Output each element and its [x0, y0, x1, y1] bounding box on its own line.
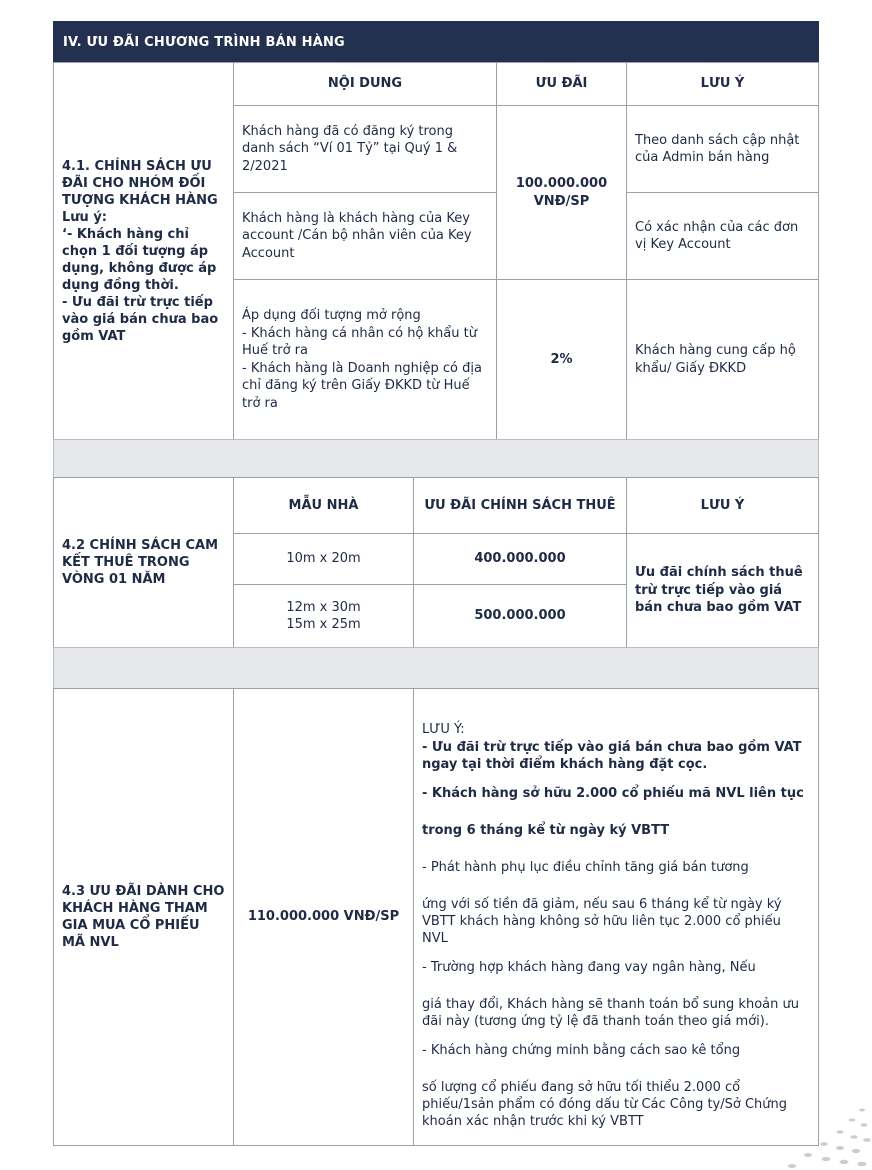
- s2-label-cell: [53, 477, 234, 648]
- s1-row3-note: [626, 279, 819, 440]
- separator-row: [53, 439, 819, 478]
- s1-row3-content-text: Áp dụng đối tượng mở rộng - Khách hàng cá nhân có hộ khẩu từ Huế trở ra - Khách hàng là Doanh nghiệp có địa chỉ đăng ký trên Giấy ĐKKD từ Huế trở ra: [242, 308, 482, 411]
- s1-label-cell: [53, 62, 234, 440]
- s2-row2-model: [233, 584, 414, 648]
- s2-header-offer-text: ƯU ĐÃI CHÍNH SÁCH THUÊ: [424, 497, 616, 513]
- s3-note-6: - Trường hợp khách hàng đang vay ngân hàng, Nếu: [422, 960, 756, 975]
- s3-label: 4.3 ƯU ĐÃI DÀNH CHO KHÁCH HÀNG THAM GIA MUA CỔ PHIẾU MÃ NVL: [62, 884, 225, 950]
- s3-notes: [422, 721, 810, 1130]
- s3-note-4: - Phát hành phụ lục điều chỉnh tăng giá bán tương: [422, 860, 749, 875]
- s2-row2-offer: [413, 584, 627, 648]
- s1-merged-offer: [496, 105, 627, 280]
- s1-header-content-text: NỘI DUNG: [327, 76, 403, 92]
- s2-row1-offer: [413, 533, 627, 585]
- s3-label-cell: [53, 688, 234, 1146]
- s1-row2-content-text: Khách hàng là khách hàng của Key account /Cán bộ nhân viên của Key Account: [242, 210, 472, 261]
- s2-header-model: [233, 477, 414, 534]
- s2-row1-model: [233, 533, 414, 585]
- s1-header-note-text: LƯU Ý: [700, 76, 745, 92]
- s2-header-model-text: MẪU NHÀ: [288, 497, 359, 513]
- s1-row3-offer: [496, 279, 627, 440]
- s1-row2-content: [233, 192, 497, 280]
- s3-notes-title: LƯU Ý:: [422, 722, 465, 737]
- s1-row2-note: [626, 192, 819, 280]
- s3-note-2: - Khách hàng sở hữu 2.000 cổ phiếu mã NVL liên tục: [422, 786, 804, 801]
- s2-row1-model-text: 10m x 20m: [286, 551, 361, 567]
- s3-offer: [233, 688, 414, 1146]
- s1-header-note: [626, 62, 819, 106]
- s3-note-8: - Khách hàng chứng minh bằng cách sao kê tổng: [422, 1043, 741, 1058]
- s1-row2-note-text: Có xác nhận của các đơn vị Key Account: [635, 219, 799, 252]
- s1-merged-offer-text: 100.000.000 VNĐ/SP: [515, 176, 608, 209]
- s1-header-offer: [496, 62, 627, 106]
- s1-row3-note-text: Khách hàng cung cấp hộ khẩu/ Giấy ĐKKD: [635, 343, 796, 376]
- s2-row2-offer-text: 500.000.000: [474, 608, 566, 624]
- s3-note-3: trong 6 tháng kể từ ngày ký VBTT: [422, 823, 670, 838]
- separator-row: [53, 647, 819, 689]
- s2-label: 4.2 CHÍNH SÁCH CAM KẾT THUÊ TRONG VÒNG 01 NĂM: [62, 538, 219, 587]
- section-title: IV. ƯU ĐÃI CHƯƠNG TRÌNH BÁN HÀNG: [63, 34, 345, 50]
- s3-notes-cell: [413, 688, 819, 1146]
- s1-label: 4.1. CHÍNH SÁCH ƯU ĐÃI CHO NHÓM ĐỐI TƯỢNG KHÁCH HÀNG Lưu ý: ‘- Khách hàng chỉ chọn 1 đối tượng áp dụng, không được áp dụng đồng thời. - Ưu đãi trừ trực tiếp vào giá bán chưa bao gồm VAT: [62, 158, 219, 344]
- decorative-dots: [712, 1080, 872, 1170]
- s3-note-9: số lượng cổ phiếu đang sở hữu tối thiểu 2.000 cổ phiếu/1sản phẩm có đóng dấu từ Các Công ty/Sở Chứng khoán xác nhận trước khi ký VBTT: [422, 1080, 788, 1129]
- s3-offer-text: 110.000.000 VNĐ/SP: [247, 909, 400, 925]
- s3-note-7: giá thay đổi, Khách hàng sẽ thanh toán bổ sung khoản ưu đãi này (tương ứng tỷ lệ đã thanh toán theo giá mới).: [422, 997, 799, 1029]
- s1-row1-content: [233, 105, 497, 193]
- s3-note-5: ứng với số tiền đã giảm, nếu sau 6 tháng kể từ ngày ký VBTT khách hàng không sở hữu liên tục 2.000 cổ phiếu NVL: [422, 897, 782, 946]
- s1-row1-note: [626, 105, 819, 193]
- s1-row3-offer-text: 2%: [550, 351, 573, 367]
- s1-row3-content: [233, 279, 497, 440]
- s1-header-offer-text: ƯU ĐÃI: [535, 76, 588, 92]
- section-title-bar: [53, 21, 819, 63]
- s2-header-note: [626, 477, 819, 534]
- s3-note-1: - Ưu đãi trừ trực tiếp vào giá bán chưa bao gồm VAT ngay tại thời điểm khách hàng đặt cọc.: [422, 740, 802, 772]
- s2-row2-model-text: 12m x 30m 15m x 25m: [286, 599, 361, 632]
- s2-header-offer: [413, 477, 627, 534]
- s2-merged-note: [626, 533, 819, 648]
- s1-row1-note-text: Theo danh sách cập nhật của Admin bán hàng: [635, 132, 800, 165]
- s1-row1-content-text: Khách hàng đã có đăng ký trong danh sách “Ví 01 Tỷ” tại Quý 1 & 2/2021: [242, 123, 458, 174]
- s1-header-content: [233, 62, 497, 106]
- s2-row1-offer-text: 400.000.000: [474, 551, 566, 567]
- s2-merged-note-text: Ưu đãi chính sách thuê trừ trực tiếp vào giá bán chưa bao gồm VAT: [635, 565, 803, 616]
- s2-header-note-text: LƯU Ý: [700, 497, 745, 513]
